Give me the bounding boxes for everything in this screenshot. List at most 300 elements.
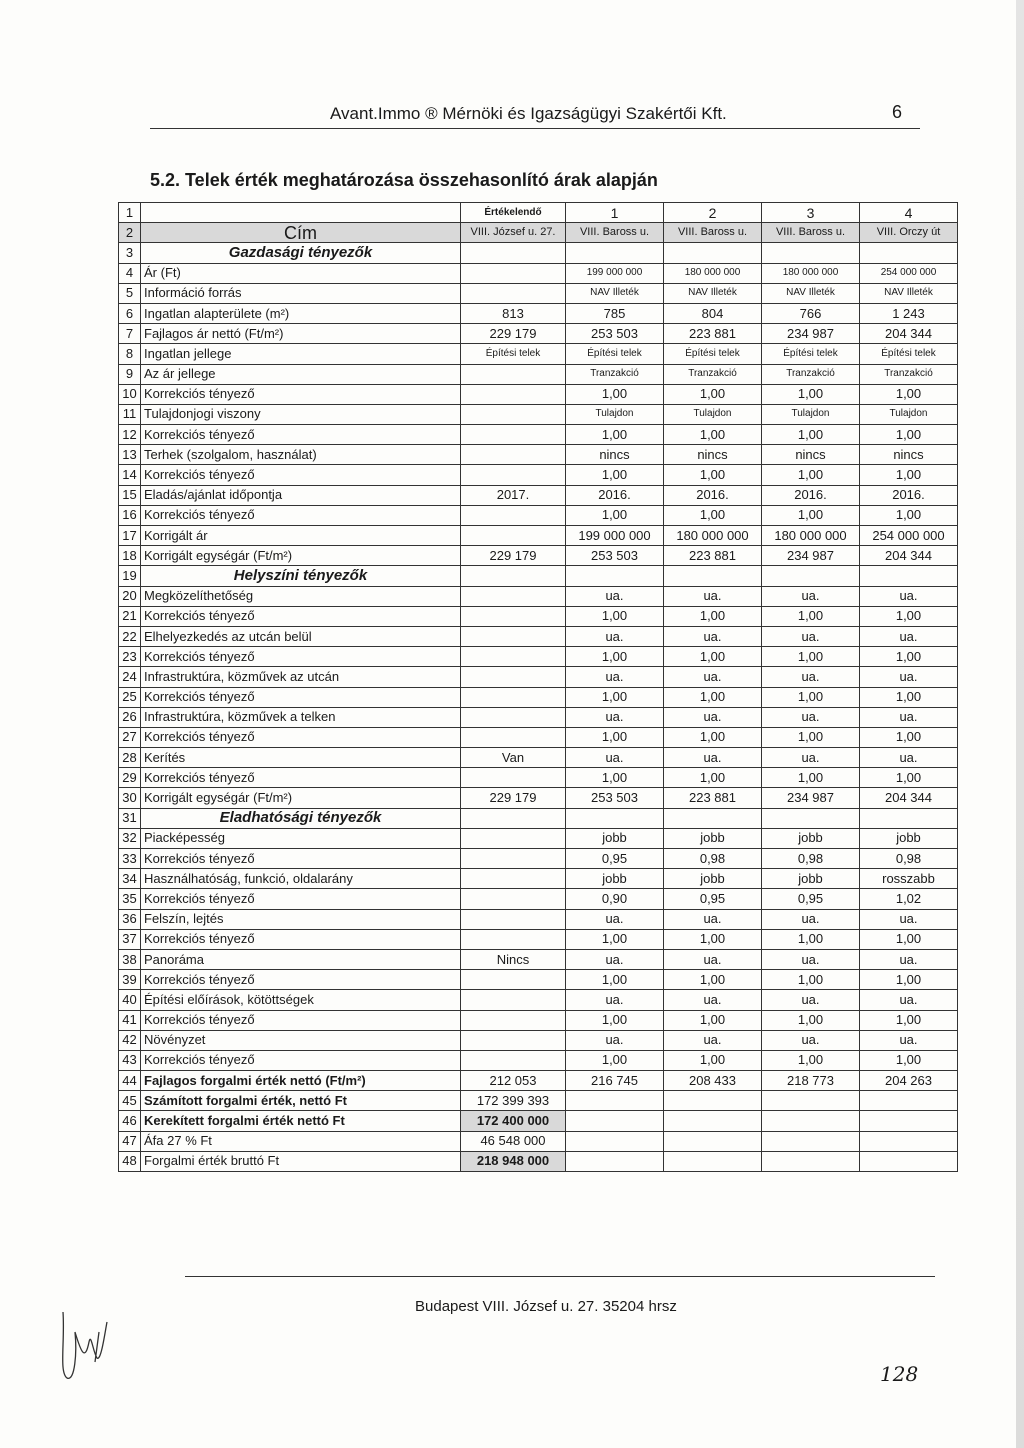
comparable-value-1: [566, 1091, 664, 1111]
table-row: [119, 647, 958, 667]
subject-value: 813: [461, 303, 566, 323]
row-label: Korrekciós tényező: [141, 384, 461, 404]
comparable-value-4: [860, 1091, 958, 1111]
comparable-value-3: 1,00: [762, 606, 860, 626]
comparable-value-2: Tulajdon: [664, 404, 762, 424]
row-label: Korrigált egységár (Ft/m²): [141, 546, 461, 566]
comp-address-2: VIII. Baross u.: [664, 223, 762, 243]
comparable-value-3: 1,00: [762, 1050, 860, 1070]
empty-cell: [566, 808, 664, 828]
comparable-value-1: 1,00: [566, 727, 664, 747]
scan-edge: [1016, 0, 1024, 1448]
subject-value: [461, 364, 566, 384]
row-number: 25: [119, 687, 141, 707]
row-label: Elhelyezkedés az utcán belül: [141, 626, 461, 646]
table-row: [119, 667, 958, 687]
comparable-value-1: jobb: [566, 828, 664, 848]
comparable-value-3: [762, 1111, 860, 1131]
section-row: [119, 808, 958, 828]
comp-number-3: 3: [762, 203, 860, 223]
comparable-value-4: Tranzakció: [860, 364, 958, 384]
comparable-value-3: 180 000 000: [762, 526, 860, 546]
row-label: Korrekciós tényező: [141, 849, 461, 869]
subject-value: 229 179: [461, 788, 566, 808]
comparable-value-4: jobb: [860, 828, 958, 848]
row-number: 20: [119, 586, 141, 606]
subject-value: 46 548 000: [461, 1131, 566, 1151]
table-row: [119, 404, 958, 424]
subject-value: [461, 990, 566, 1010]
comparable-value-3: ua.: [762, 626, 860, 646]
row-number: 36: [119, 909, 141, 929]
comparable-value-2: ua.: [664, 909, 762, 929]
row-label: Információ forrás: [141, 283, 461, 303]
row-number: 3: [119, 243, 141, 263]
comparable-value-2: 223 881: [664, 324, 762, 344]
header-company: Avant.Immo ® Mérnöki és Igazságügyi Szakértői Kft.: [330, 104, 727, 123]
comparable-value-2: ua.: [664, 667, 762, 687]
comparable-value-2: 1,00: [664, 970, 762, 990]
table-row: [119, 707, 958, 727]
table-row: [119, 586, 958, 606]
table-row: [119, 283, 958, 303]
comparable-value-4: 1,00: [860, 687, 958, 707]
empty-cell: [860, 808, 958, 828]
row-number: 8: [119, 344, 141, 364]
subject-value: Van: [461, 748, 566, 768]
comparable-value-1: 1,00: [566, 929, 664, 949]
comparable-value-1: 1,00: [566, 606, 664, 626]
section-heading: Eladhatósági tényezők: [141, 808, 461, 828]
comparable-value-2: [664, 1091, 762, 1111]
comparable-value-2: ua.: [664, 626, 762, 646]
comparable-value-2: 1,00: [664, 384, 762, 404]
row-number: 7: [119, 324, 141, 344]
comparable-value-3: 0,95: [762, 889, 860, 909]
comparable-value-1: 1,00: [566, 465, 664, 485]
table-row: [119, 687, 958, 707]
comparable-value-1: 253 503: [566, 788, 664, 808]
subject-value: 212 053: [461, 1071, 566, 1091]
subject-value: [461, 768, 566, 788]
row-label: Korrekciós tényező: [141, 647, 461, 667]
subject-value: [461, 889, 566, 909]
row-number: 42: [119, 1030, 141, 1050]
footer-location: Budapest VIII. József u. 27. 35204 hrsz: [415, 1298, 677, 1315]
subject-value: [461, 707, 566, 727]
table-row: [119, 949, 958, 969]
comparable-value-1: Tulajdon: [566, 404, 664, 424]
comparable-value-2: 1,00: [664, 1010, 762, 1030]
empty-cell: [860, 243, 958, 263]
row-label: Az ár jellege: [141, 364, 461, 384]
comparable-value-3: 180 000 000: [762, 263, 860, 283]
table-row: [119, 748, 958, 768]
comparable-value-3: 766: [762, 303, 860, 323]
comparable-value-3: ua.: [762, 949, 860, 969]
subject-value: [461, 586, 566, 606]
subject-value: [461, 626, 566, 646]
comparable-value-4: 1,00: [860, 505, 958, 525]
row-label: Használhatóság, funkció, oldalarány: [141, 869, 461, 889]
table-row: [119, 727, 958, 747]
comparable-value-3: 234 987: [762, 788, 860, 808]
comp-address-1: VIII. Baross u.: [566, 223, 664, 243]
row-label: Korrekciós tényező: [141, 889, 461, 909]
comparable-value-1: ua.: [566, 949, 664, 969]
comparable-value-3: 1,00: [762, 727, 860, 747]
comparable-value-2: 1,00: [664, 647, 762, 667]
comparable-value-3: 1,00: [762, 647, 860, 667]
subject-value: 172 399 393: [461, 1091, 566, 1111]
row-label: Korrekciós tényező: [141, 465, 461, 485]
comparable-value-3: ua.: [762, 1030, 860, 1050]
empty-cell: [860, 566, 958, 586]
comparable-value-3: 218 773: [762, 1071, 860, 1091]
row-label: Számított forgalmi érték, nettó Ft: [141, 1091, 461, 1111]
comparable-value-4: ua.: [860, 949, 958, 969]
comparable-value-1: ua.: [566, 707, 664, 727]
comparable-value-4: ua.: [860, 667, 958, 687]
row-label: Piacképesség: [141, 828, 461, 848]
comparable-value-2: 1,00: [664, 1050, 762, 1070]
row-number: 6: [119, 303, 141, 323]
empty-cell: [762, 808, 860, 828]
row-number: 33: [119, 849, 141, 869]
comparable-value-4: 2016.: [860, 485, 958, 505]
table-row: [119, 788, 958, 808]
comparable-value-3: jobb: [762, 828, 860, 848]
comparable-value-4: 1,00: [860, 929, 958, 949]
comparable-value-3: nincs: [762, 445, 860, 465]
subject-value: [461, 929, 566, 949]
table-row: [119, 344, 958, 364]
table-row: [119, 1151, 958, 1171]
subject-value: [461, 505, 566, 525]
row-number: 44: [119, 1071, 141, 1091]
comparable-value-1: 199 000 000: [566, 526, 664, 546]
subject-value: [461, 909, 566, 929]
row-number: 40: [119, 990, 141, 1010]
subject-value: [461, 1050, 566, 1070]
comparable-value-4: 1,00: [860, 970, 958, 990]
comparable-value-1: NAV Illeték: [566, 283, 664, 303]
comparable-value-2: ua.: [664, 949, 762, 969]
comparable-value-4: 254 000 000: [860, 526, 958, 546]
empty-cell: [461, 808, 566, 828]
table-row: [119, 465, 958, 485]
comp-number-4: 4: [860, 203, 958, 223]
row-number: 10: [119, 384, 141, 404]
comparable-value-2: 1,00: [664, 606, 762, 626]
comparable-value-2: ua.: [664, 707, 762, 727]
comparable-value-4: 1,00: [860, 465, 958, 485]
table-row: [119, 768, 958, 788]
row-label: Megközelíthetőség: [141, 586, 461, 606]
comparable-value-4: 254 000 000: [860, 263, 958, 283]
subject-value: [461, 263, 566, 283]
row-number: 21: [119, 606, 141, 626]
row-number: 31: [119, 808, 141, 828]
comparable-value-2: 0,95: [664, 889, 762, 909]
table-row: [119, 1111, 958, 1131]
row-number: 19: [119, 566, 141, 586]
comparable-value-1: 0,95: [566, 849, 664, 869]
comparable-value-3: 1,00: [762, 505, 860, 525]
comparable-value-1: ua.: [566, 626, 664, 646]
table-row: [119, 626, 958, 646]
comparable-value-3: ua.: [762, 667, 860, 687]
comparable-value-2: ua.: [664, 1030, 762, 1050]
comparable-value-4: Építési telek: [860, 344, 958, 364]
comparable-value-3: 234 987: [762, 546, 860, 566]
comp-number-2: 2: [664, 203, 762, 223]
table-row: [119, 990, 958, 1010]
row-label: Korrekciós tényező: [141, 727, 461, 747]
comparable-value-1: [566, 1151, 664, 1171]
comp-address-4: VIII. Orczy út: [860, 223, 958, 243]
comparable-value-2: 223 881: [664, 546, 762, 566]
comparable-value-4: [860, 1111, 958, 1131]
comparable-value-3: 1,00: [762, 929, 860, 949]
comparable-value-4: 1,00: [860, 384, 958, 404]
comparable-value-1: nincs: [566, 445, 664, 465]
footer-divider: [185, 1276, 935, 1277]
comparable-value-1: 1,00: [566, 505, 664, 525]
comparable-value-2: 180 000 000: [664, 263, 762, 283]
subject-value: [461, 687, 566, 707]
comparable-value-2: [664, 1151, 762, 1171]
comparable-value-3: 1,00: [762, 465, 860, 485]
comp-number-1: 1: [566, 203, 664, 223]
comparable-value-4: 1,00: [860, 768, 958, 788]
row-label: Korrekciós tényező: [141, 425, 461, 445]
row-number: 46: [119, 1111, 141, 1131]
comparable-value-1: 1,00: [566, 647, 664, 667]
table-row: [119, 1091, 958, 1111]
table-row: [119, 889, 958, 909]
comparable-value-3: 1,00: [762, 384, 860, 404]
row-label: Eladás/ajánlat időpontja: [141, 485, 461, 505]
comparable-value-3: NAV Illeték: [762, 283, 860, 303]
comparable-value-1: Tranzakció: [566, 364, 664, 384]
table-row: [119, 263, 958, 283]
comparable-value-2: ua.: [664, 748, 762, 768]
subject-value: [461, 465, 566, 485]
row-number: 37: [119, 929, 141, 949]
table-row: [119, 1050, 958, 1070]
comparable-value-2: 1,00: [664, 465, 762, 485]
empty-cell: [566, 243, 664, 263]
row-number: 41: [119, 1010, 141, 1030]
comparable-value-3: [762, 1151, 860, 1171]
comparable-value-3: [762, 1091, 860, 1111]
subject-value: 229 179: [461, 546, 566, 566]
table-row: [119, 929, 958, 949]
table-row: [119, 505, 958, 525]
row-number: 11: [119, 404, 141, 424]
comparable-value-3: jobb: [762, 869, 860, 889]
comparable-value-4: 1,00: [860, 425, 958, 445]
row-label: Korrekciós tényező: [141, 970, 461, 990]
row-label: Növényzet: [141, 1030, 461, 1050]
comparable-value-4: [860, 1151, 958, 1171]
header-row-numbers: 1 Értékelendő 1 2 3 4: [119, 203, 958, 223]
comparable-value-2: 804: [664, 303, 762, 323]
comparable-value-2: NAV Illeték: [664, 283, 762, 303]
comparable-value-4: ua.: [860, 990, 958, 1010]
row-label: Kerítés: [141, 748, 461, 768]
comparable-value-3: ua.: [762, 990, 860, 1010]
comparable-value-1: 253 503: [566, 546, 664, 566]
subject-value: [461, 404, 566, 424]
comparable-value-1: 1,00: [566, 768, 664, 788]
comparable-value-1: 1,00: [566, 687, 664, 707]
row-number: 35: [119, 889, 141, 909]
table-row: [119, 1071, 958, 1091]
table-row: [119, 1030, 958, 1050]
comparable-value-4: 0,98: [860, 849, 958, 869]
table-row: [119, 384, 958, 404]
row-label: Építési előírások, kötöttségek: [141, 990, 461, 1010]
cim-label: Cím: [141, 223, 461, 243]
empty-cell: [664, 243, 762, 263]
page-number: 6: [892, 102, 903, 122]
comparable-value-2: jobb: [664, 828, 762, 848]
row-label: Korrekciós tényező: [141, 1050, 461, 1070]
comparable-value-2: 223 881: [664, 788, 762, 808]
comparable-value-2: 208 433: [664, 1071, 762, 1091]
empty-cell: [461, 566, 566, 586]
row-number: 48: [119, 1151, 141, 1171]
comparable-value-3: 1,00: [762, 1010, 860, 1030]
comparable-value-4: 1 243: [860, 303, 958, 323]
comparable-value-2: 2016.: [664, 485, 762, 505]
comparable-value-1: 1,00: [566, 1050, 664, 1070]
row-label: Fajlagos ár nettó (Ft/m²): [141, 324, 461, 344]
row-number: 43: [119, 1050, 141, 1070]
comparable-value-2: nincs: [664, 445, 762, 465]
section-row: [119, 566, 958, 586]
row-number: 4: [119, 263, 141, 283]
row-label: Infrastruktúra, közművek az utcán: [141, 667, 461, 687]
comparable-value-2: 1,00: [664, 425, 762, 445]
signature-icon: [55, 1302, 125, 1382]
row-number: 5: [119, 283, 141, 303]
comparable-value-2: Tranzakció: [664, 364, 762, 384]
row-number: 30: [119, 788, 141, 808]
subject-value: 218 948 000: [461, 1151, 566, 1171]
comparable-value-3: Építési telek: [762, 344, 860, 364]
subject-value: Építési telek: [461, 344, 566, 364]
valuation-table: [118, 202, 958, 1172]
comparable-value-4: Tulajdon: [860, 404, 958, 424]
comparable-value-1: [566, 1131, 664, 1151]
row-number: 38: [119, 949, 141, 969]
row-label: Ár (Ft): [141, 263, 461, 283]
comparable-value-3: Tulajdon: [762, 404, 860, 424]
comparable-value-3: 1,00: [762, 687, 860, 707]
table-row: [119, 909, 958, 929]
subject-value: [461, 828, 566, 848]
comparable-value-4: NAV Illeték: [860, 283, 958, 303]
comparable-value-4: 1,00: [860, 727, 958, 747]
subject-value: [461, 425, 566, 445]
row-label: Infrastruktúra, közművek a telken: [141, 707, 461, 727]
section-title: 5.2. Telek érték meghatározása összehasonlító árak alapján: [150, 170, 658, 190]
comparable-value-1: 785: [566, 303, 664, 323]
comparable-value-4: 1,02: [860, 889, 958, 909]
comparable-value-4: 204 263: [860, 1071, 958, 1091]
comparable-value-4: 204 344: [860, 788, 958, 808]
table-row: [119, 303, 958, 323]
comparable-value-3: ua.: [762, 909, 860, 929]
row-number: 23: [119, 647, 141, 667]
comparable-value-1: 1,00: [566, 384, 664, 404]
comparable-value-2: 1,00: [664, 727, 762, 747]
handwritten-number: 128: [880, 1362, 919, 1386]
subject-value: 172 400 000: [461, 1111, 566, 1131]
comparable-value-3: 1,00: [762, 970, 860, 990]
comparable-value-3: 0,98: [762, 849, 860, 869]
subject-value: [461, 606, 566, 626]
comparable-value-1: Építési telek: [566, 344, 664, 364]
table-row: [119, 485, 958, 505]
empty-cell: [762, 243, 860, 263]
section-row: [119, 243, 958, 263]
comparable-value-2: Építési telek: [664, 344, 762, 364]
comparable-value-3: 234 987: [762, 324, 860, 344]
comparable-value-4: nincs: [860, 445, 958, 465]
row-number: 34: [119, 869, 141, 889]
table-row: [119, 828, 958, 848]
row-number: 15: [119, 485, 141, 505]
table-row: [119, 1010, 958, 1030]
comparable-value-2: ua.: [664, 586, 762, 606]
comparable-value-4: 204 344: [860, 546, 958, 566]
comparable-value-4: 1,00: [860, 1010, 958, 1030]
row-number: 16: [119, 505, 141, 525]
comparable-value-1: ua.: [566, 586, 664, 606]
comparable-value-4: ua.: [860, 586, 958, 606]
empty-cell: [664, 566, 762, 586]
comparable-value-4: 1,00: [860, 647, 958, 667]
comparable-value-2: jobb: [664, 869, 762, 889]
row-label: Korrekciós tényező: [141, 687, 461, 707]
row-label: Korrekciós tényező: [141, 505, 461, 525]
comparable-value-4: [860, 1131, 958, 1151]
row-number: 22: [119, 626, 141, 646]
row-number: 14: [119, 465, 141, 485]
row-number: 17: [119, 526, 141, 546]
empty-cell: [566, 566, 664, 586]
row-number: 18: [119, 546, 141, 566]
comparable-value-2: 180 000 000: [664, 526, 762, 546]
row-label: Tulajdonjogi viszony: [141, 404, 461, 424]
comparable-value-1: 0,90: [566, 889, 664, 909]
comparable-value-2: 1,00: [664, 929, 762, 949]
table-row: [119, 869, 958, 889]
comparable-value-1: 1,00: [566, 970, 664, 990]
row-label: Forgalmi érték bruttó Ft: [141, 1151, 461, 1171]
comparable-value-2: 1,00: [664, 768, 762, 788]
row-number: 39: [119, 970, 141, 990]
subject-value: [461, 1030, 566, 1050]
comparable-value-4: 1,00: [860, 606, 958, 626]
comparable-value-1: 216 745: [566, 1071, 664, 1091]
row-label: Korrekciós tényező: [141, 1010, 461, 1030]
comparable-value-1: 2016.: [566, 485, 664, 505]
